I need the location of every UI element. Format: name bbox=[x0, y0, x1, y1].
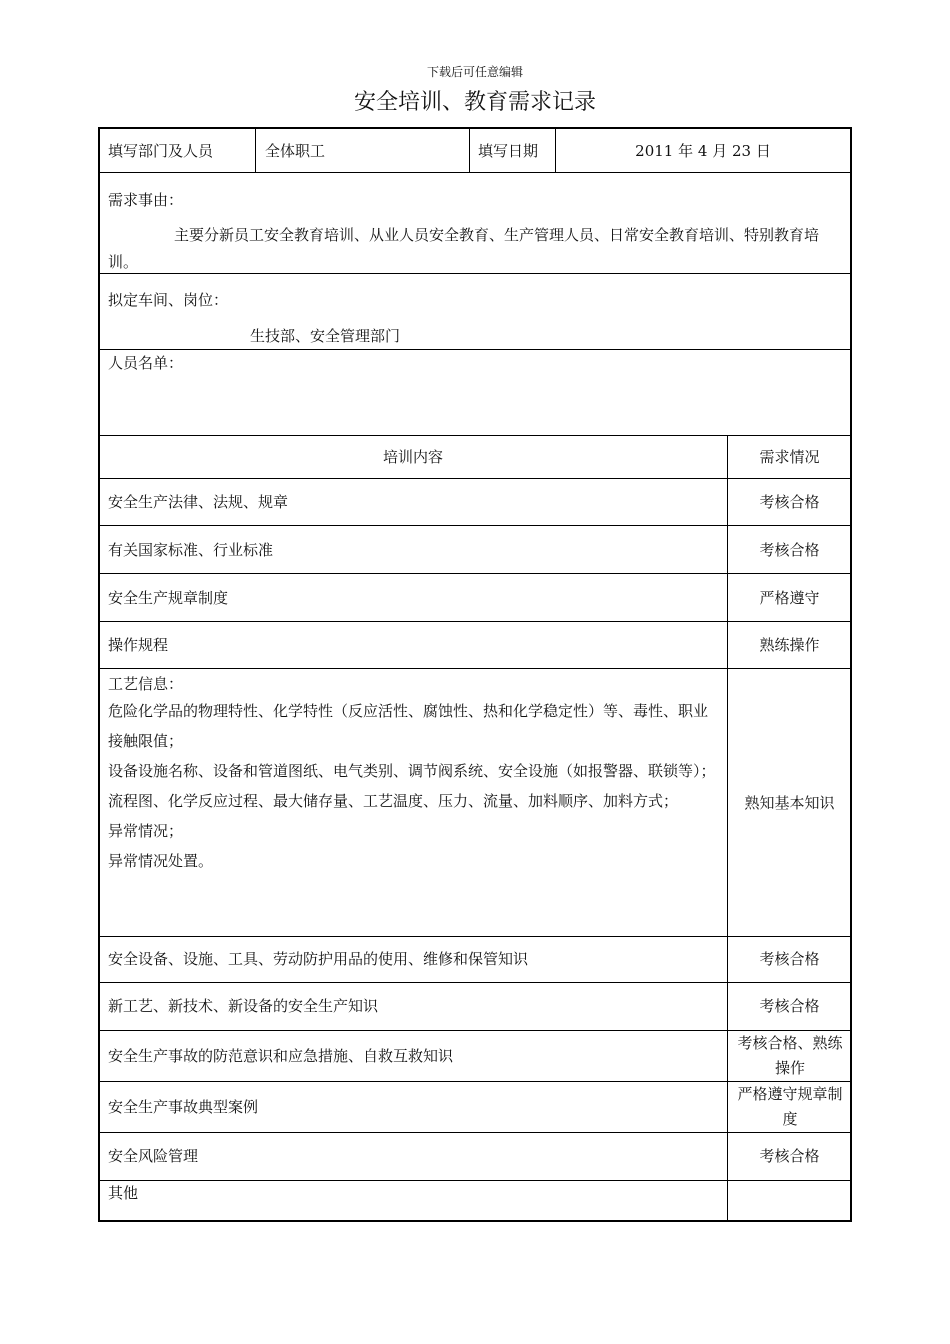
dept-value: 全体职工 bbox=[265, 142, 326, 160]
dept-label: 填写部门及人员 bbox=[108, 142, 214, 160]
personnel-label: 人员名单： bbox=[108, 354, 184, 372]
craft-line: 危险化学品的物理特性、化学特性（反应活性、腐蚀性、热和化学稳定性）等、毒性、职业接触限值； bbox=[108, 702, 709, 750]
row-content: 有关国家标准、行业标准 bbox=[108, 541, 274, 559]
row-divider bbox=[99, 349, 851, 350]
row-demand: 考核合格 bbox=[759, 1147, 820, 1165]
position-label: 拟定车间、岗位： bbox=[108, 291, 229, 309]
date-value: 2011 年 4 月 23 日 bbox=[635, 142, 771, 160]
row-demand: 严格遵守规章制度 bbox=[737, 1085, 843, 1128]
row-demand: 考核合格 bbox=[759, 950, 820, 968]
position-value: 生技部、安全管理部门 bbox=[250, 327, 401, 345]
row-divider bbox=[99, 435, 851, 436]
col-divider bbox=[255, 129, 256, 172]
row-divider bbox=[99, 936, 851, 937]
row-divider bbox=[99, 1132, 851, 1133]
row-demand: 考核合格 bbox=[759, 493, 820, 511]
craft-line: 工艺信息： bbox=[108, 675, 184, 693]
row-divider bbox=[99, 668, 851, 669]
craft-info bbox=[108, 672, 720, 876]
page-title: 安全培训、教育需求记录 bbox=[353, 90, 596, 115]
row-divider bbox=[99, 478, 851, 479]
download-note: 下载后可任意编辑 bbox=[426, 65, 523, 79]
row-content: 安全生产事故的防范意识和应急措施、自救互救知识 bbox=[108, 1047, 454, 1065]
row-content: 新工艺、新技术、新设备的安全生产知识 bbox=[108, 997, 379, 1015]
craft-line: 设备设施名称、设备和管道图纸、电气类别、调节阀系统、安全设施（如报警器、联锁等）； bbox=[108, 762, 716, 780]
row-content: 安全生产规章制度 bbox=[108, 589, 229, 607]
row-divider bbox=[99, 1180, 851, 1181]
row-divider bbox=[99, 172, 851, 173]
row-demand: 考核合格 bbox=[759, 997, 820, 1015]
row-demand: 考核合格、熟练操作 bbox=[737, 1034, 843, 1077]
col-header-demand: 需求情况 bbox=[759, 448, 820, 466]
row-content: 安全设备、设施、工具、劳动防护用品的使用、维修和保管知识 bbox=[108, 950, 529, 968]
craft-line: 异常情况； bbox=[108, 822, 184, 840]
col-header-content: 培训内容 bbox=[382, 448, 443, 466]
date-label: 填写日期 bbox=[478, 142, 539, 160]
reason-text: 主要分新员工安全教育培训、从业人员安全教育、生产管理人员、日常安全教育培训、特别教育培训。 bbox=[108, 226, 820, 271]
row-content: 安全生产法律、法规、规章 bbox=[108, 493, 289, 511]
row-content: 安全风险管理 bbox=[108, 1147, 199, 1165]
row-content: 其他 bbox=[108, 1184, 139, 1202]
row-demand: 严格遵守 bbox=[759, 589, 820, 607]
row-demand: 熟知基本知识 bbox=[744, 794, 835, 812]
row-divider bbox=[99, 573, 851, 574]
row-divider bbox=[99, 525, 851, 526]
row-divider bbox=[99, 621, 851, 622]
row-content: 安全生产事故典型案例 bbox=[108, 1098, 259, 1116]
col-divider bbox=[469, 129, 470, 172]
craft-line: 异常情况处置。 bbox=[108, 852, 214, 870]
row-content: 操作规程 bbox=[108, 636, 169, 654]
row-divider bbox=[99, 982, 851, 983]
row-demand: 熟练操作 bbox=[759, 636, 820, 654]
row-demand: 考核合格 bbox=[759, 541, 820, 559]
craft-line: 流程图、化学反应过程、最大储存量、工艺温度、压力、流量、加料顺序、加料方式； bbox=[108, 792, 679, 810]
reason-label: 需求事由： bbox=[108, 191, 184, 209]
